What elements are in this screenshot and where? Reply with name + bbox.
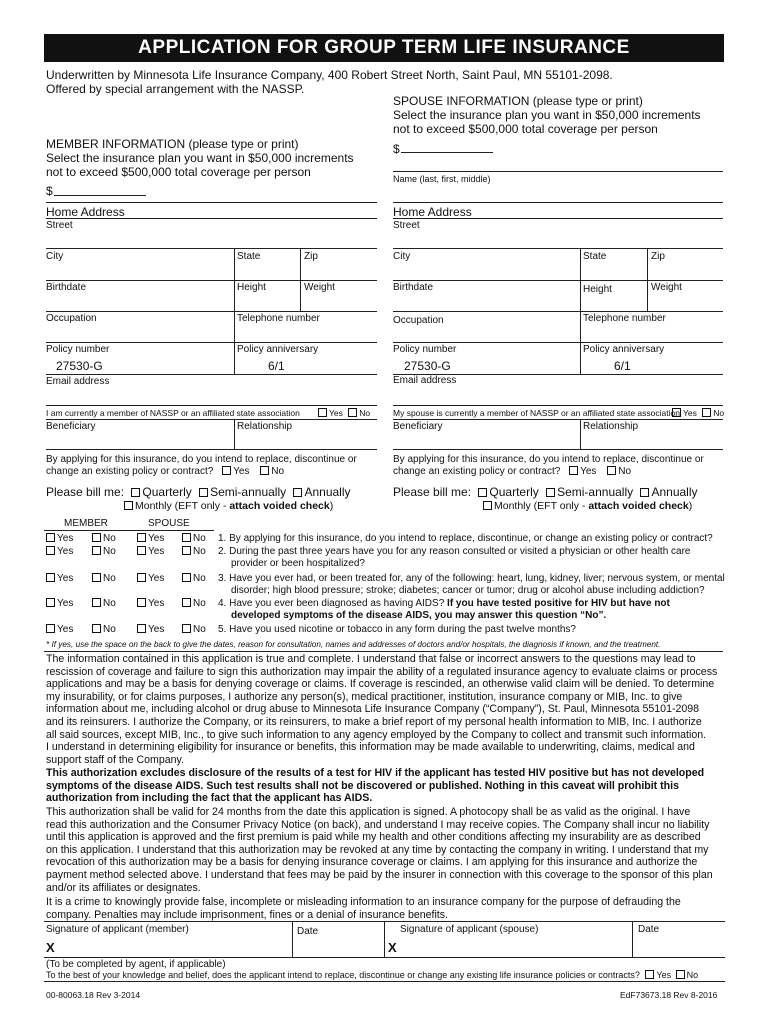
spouse-select-line1: Select the insurance plan you want in $50,000 increments <box>393 108 701 122</box>
member-street-label: Street <box>46 220 73 231</box>
paragraph-line: I understand in determining eligibility for insurance or benefits, this information may be made available to underwriting, claims, medical and <box>46 741 695 754</box>
q1-member-no-label: No <box>103 533 116 544</box>
question-text: 5. Have you used nicotine or tobacco in any form during the past twelve months? <box>218 624 576 635</box>
member-replace-no-checkbox[interactable] <box>260 466 269 475</box>
q1-spouse-yes-label: Yes <box>148 533 165 544</box>
authorization-paragraph <box>46 653 726 766</box>
spouse-policy-number-label: Policy number <box>393 344 457 355</box>
member-signature-field[interactable]: X <box>46 940 55 955</box>
spouse-occupation-label: Occupation <box>393 315 444 326</box>
q2-spouse-no-label: No <box>193 546 206 557</box>
member-amount-field[interactable] <box>54 195 146 196</box>
spouse-please-bill-label: Please bill me: <box>393 485 472 499</box>
member-state-label: State <box>237 251 261 262</box>
member-monthly-label: Monthly (EFT only - <box>135 500 230 512</box>
hiv-disclosure-paragraph <box>46 767 726 805</box>
spouse-annually-label: Annually <box>651 485 698 499</box>
member-attach-voided-label: attach voided check <box>229 500 330 512</box>
spouse-date-label: Date <box>638 924 660 935</box>
agent-yes-label: Yes <box>656 970 672 980</box>
underwriter-text: Underwritten by Minnesota Life Insurance Company, 400 Robert Street North, Saint Paul, MN 55101-2098. <box>46 68 613 82</box>
q5-member-no-checkbox[interactable] <box>92 624 101 633</box>
spouse-heading: SPOUSE INFORMATION (please type or print) <box>393 94 643 108</box>
paragraph-line: on this application. I understand that this authorization may be revoked at any time by contacting the company in writing. I understand that my <box>46 843 709 856</box>
member-semiannually-checkbox[interactable] <box>199 488 208 497</box>
q3-spouse-yes-checkbox[interactable] <box>137 573 146 582</box>
spouse-replace-line1: By applying for this insurance, do you intend to replace, discontinue or <box>393 454 704 465</box>
paragraph-line: and/or its affiliates or designates. <box>46 881 201 894</box>
paragraph-line: applications and may be a basis for denying coverage or claims. If coverage is rescinded, an otherwise valid claim will be denied. To determine <box>46 678 715 691</box>
member-monthly-close: ) <box>329 500 334 512</box>
q2-spouse-no-checkbox[interactable] <box>182 546 191 555</box>
q3-member-yes-label: Yes <box>57 573 74 584</box>
paragraph-line: support staff of the Company. <box>46 753 184 766</box>
spouse-nassp-yes-label: Yes <box>683 408 697 418</box>
q3-spouse-no-checkbox[interactable] <box>182 573 191 582</box>
spouse-street-label: Street <box>393 220 420 231</box>
question-text-bold: If you have tested positive for HIV but have not <box>447 598 670 609</box>
paragraph-line: authorization from including the fact that the applicant has AIDS. <box>46 792 373 805</box>
spouse-nassp-no-label: No <box>713 408 725 418</box>
paragraph-line: and its reinsurers. I authorize the Company, or its reinsurers, to make a brief report of my personal health information to MIB, Inc. I authorize <box>46 715 702 728</box>
member-quarterly-checkbox[interactable] <box>131 488 140 497</box>
q2-member-no-checkbox[interactable] <box>92 546 101 555</box>
spouse-telephone-label: Telephone number <box>583 313 666 324</box>
spouse-date-field[interactable] <box>636 938 722 956</box>
q1-member-no-checkbox[interactable] <box>92 533 101 542</box>
member-replace-line1: By applying for this insurance, do you intend to replace, discontinue or <box>46 454 357 465</box>
q2-member-no-label: No <box>103 546 116 557</box>
q2-spouse-yes-checkbox[interactable] <box>137 546 146 555</box>
spouse-policy-anniversary-label: Policy anniversary <box>583 344 665 355</box>
q5-spouse-no-checkbox[interactable] <box>182 624 191 633</box>
question-text-continued: disorder; high blood pressure; stroke; diabetes; cancer or tumor; drug or alcohol abuse including addiction? <box>231 585 705 596</box>
spouse-weight-label: Weight <box>651 282 682 293</box>
agent-question: To the best of your knowledge and belief, does the applicant intend to replace, discontinue or change any existing life insurance policies or contracts? <box>46 970 640 980</box>
spouse-name-field[interactable] <box>393 171 723 172</box>
q4-member-yes-checkbox[interactable] <box>46 598 55 607</box>
paragraph-line: my insurability, or for claims purposes, I authorize any person(s), medical practitioner, institution, insurance company or MIB, Inc. to give <box>46 690 683 703</box>
col-spouse-header: SPOUSE <box>148 518 190 529</box>
spouse-zip-label: Zip <box>651 251 665 262</box>
question-text-continued: provider or been hospitalized? <box>231 558 365 569</box>
q1-spouse-no-label: No <box>193 533 206 544</box>
spouse-policy-anniversary-value: 6/1 <box>614 359 631 373</box>
member-dollar-sign: $ <box>46 184 53 198</box>
q5-spouse-yes-label: Yes <box>148 624 165 635</box>
spouse-monthly-checkbox[interactable] <box>483 501 492 510</box>
spouse-replace-yes-label: Yes <box>580 466 597 477</box>
member-email-label: Email address <box>46 376 110 387</box>
spouse-relationship-label: Relationship <box>583 421 639 432</box>
member-signature-label: Signature of applicant (member) <box>46 924 189 935</box>
form-title: APPLICATION FOR GROUP TERM LIFE INSURANCE <box>44 34 724 62</box>
member-heading: MEMBER INFORMATION (please type or print) <box>46 137 299 151</box>
offered-text: Offered by special arrangement with the NASSP. <box>46 82 305 96</box>
question-text: 1. By applying for this insurance, do you intend to replace, discontinue, or change an existing policy or contract? <box>218 533 713 544</box>
agent-yes-checkbox[interactable] <box>645 970 654 979</box>
member-select-line1: Select the insurance plan you want in $50,000 increments <box>46 151 354 165</box>
q4-spouse-no-checkbox[interactable] <box>182 598 191 607</box>
spouse-monthly-close: ) <box>688 500 693 512</box>
paragraph-line: payment method selected above. I understand that fees may be paid by the insurer in connection with this coverage to the sponsor of this plan <box>46 868 713 881</box>
member-city-label: City <box>46 251 64 262</box>
q4-spouse-yes-label: Yes <box>148 598 165 609</box>
member-date-field[interactable] <box>296 938 380 956</box>
q5-member-yes-checkbox[interactable] <box>46 624 55 633</box>
agent-no-label: No <box>686 970 699 980</box>
q5-member-no-label: No <box>103 624 116 635</box>
spouse-home-address-label: Home Address <box>393 205 472 219</box>
fraud-warning-paragraph <box>46 896 726 921</box>
spouse-signature-label: Signature of applicant (spouse) <box>400 924 539 935</box>
member-annually-checkbox[interactable] <box>293 488 302 497</box>
member-birthdate-label: Birthdate <box>46 282 87 293</box>
form-number-left: 00-80063.18 Rev 3-2014 <box>46 990 141 1000</box>
spouse-state-label: State <box>583 251 607 262</box>
q2-member-yes-label: Yes <box>57 546 74 557</box>
member-relationship-label: Relationship <box>237 421 293 432</box>
q5-spouse-yes-checkbox[interactable] <box>137 624 146 633</box>
q3-spouse-no-label: No <box>193 573 206 584</box>
spouse-monthly-label: Monthly (EFT only - <box>494 500 589 512</box>
q3-member-yes-checkbox[interactable] <box>46 573 55 582</box>
member-please-bill-label: Please bill me: <box>46 485 125 499</box>
member-date-label: Date <box>297 926 319 937</box>
member-nassp-no-label: No <box>359 408 371 418</box>
spouse-annually-checkbox[interactable] <box>640 488 649 497</box>
question-text: 4. Have you ever been diagnosed as having AIDS? <box>218 598 448 609</box>
paragraph-line: all said sources, except MIB, Inc., to give such information to any agency employed by the Company to collect and transmit such information. <box>46 728 707 741</box>
q2-member-yes-checkbox[interactable] <box>46 546 55 555</box>
spouse-semiannually-checkbox[interactable] <box>546 488 555 497</box>
q1-member-yes-label: Yes <box>57 533 74 544</box>
member-replace-yes-checkbox[interactable] <box>222 466 231 475</box>
question-text-continued: developed symptoms of the disease AIDS, you may answer this question “No”. <box>231 610 607 621</box>
member-semiannually-label: Semi-annually <box>210 485 287 499</box>
paragraph-line: symptoms of the disease AIDS. Such test results shall not be discovered or published. Nothing in this caveat will prohibit this <box>46 779 679 792</box>
spouse-replace-no-label: No <box>618 466 632 477</box>
spouse-replace-no-checkbox[interactable] <box>607 466 616 475</box>
spouse-policy-number-value: 27530-G <box>404 359 451 373</box>
paragraph-line: This authorization shall be valid for 24 months from the date this application is signed. A photocopy shall be as valid as the original. I have <box>46 806 691 818</box>
spouse-semiannually-label: Semi-annually <box>557 485 634 499</box>
member-beneficiary-label: Beneficiary <box>46 421 96 432</box>
q4-member-no-label: No <box>103 598 116 609</box>
member-replace-no-label: No <box>271 466 285 477</box>
spouse-signature-field[interactable]: X <box>388 940 397 955</box>
paragraph-line: company. Penalties may include imprisonment, fines or a denial of insurance benefits. <box>46 908 448 921</box>
member-nassp-yes-label: Yes <box>329 408 343 418</box>
member-policy-number-value: 27530-G <box>56 359 103 373</box>
footnote-text: * If yes, use the space on the back to give the dates, reason for consultation, names and addresses of doctors and/or hospitals, the diagnosis if known, and the treatment. <box>46 640 661 649</box>
member-annually-label: Annually <box>304 485 351 499</box>
spouse-birthdate-label: Birthdate <box>393 282 434 293</box>
spouse-email-label: Email address <box>393 375 457 386</box>
member-quarterly-label: Quarterly <box>142 485 192 499</box>
spouse-name-label: Name (last, first, middle) <box>393 174 491 184</box>
q3-member-no-checkbox[interactable] <box>92 573 101 582</box>
q4-spouse-no-label: No <box>193 598 206 609</box>
spouse-beneficiary-label: Beneficiary <box>393 421 443 432</box>
spouse-dollar-sign: $ <box>393 142 400 156</box>
member-zip-label: Zip <box>304 251 318 262</box>
q5-spouse-no-label: No <box>193 624 206 635</box>
paragraph-line: information about me, including alcohol or drug abuse to Minnesota Life Insurance Company (“Company”), St. Paul, Minnesota 55101-2098 <box>46 703 700 716</box>
q4-member-no-checkbox[interactable] <box>92 598 101 607</box>
q2-spouse-yes-label: Yes <box>148 546 165 557</box>
q1-spouse-no-checkbox[interactable] <box>182 533 191 542</box>
member-policy-anniversary-value: 6/1 <box>268 359 285 373</box>
member-weight-label: Weight <box>304 282 335 293</box>
question-text: 2. During the past three years have you for any reason consulted or visited a physician or other health care <box>218 546 691 557</box>
spouse-select-line2: not to exceed $500,000 total coverage per person <box>393 122 658 136</box>
spouse-height-label: Height <box>583 284 612 295</box>
member-policy-anniversary-label: Policy anniversary <box>237 344 319 355</box>
spouse-replace-line2: change an existing policy or contract? <box>393 466 561 477</box>
paragraph-line: rescission of coverage and failure to sign this authorization may impair the ability of a regulated insurance agency to evaluate claims or process <box>46 665 718 678</box>
paragraph-line: until this application is approved and the first premium is paid while my health and other conditions affecting my insurability are as described <box>46 831 701 844</box>
spouse-amount-field[interactable] <box>401 152 493 153</box>
q3-member-no-label: No <box>103 573 116 584</box>
question-text: 3. Have you ever had, or been treated for, any of the following: heart, lung, kidney, liver; nervous system, or mental <box>218 573 725 584</box>
member-policy-number-label: Policy number <box>46 344 110 355</box>
member-monthly-checkbox[interactable] <box>124 501 133 510</box>
spouse-nassp-yes-checkbox[interactable] <box>672 408 681 417</box>
member-occupation-label: Occupation <box>46 313 97 324</box>
member-nassp-text: I am currently a member of NASSP or an affiliated state association <box>46 408 300 418</box>
form-number-right: EdF73673.18 Rev 8-2016 <box>620 990 718 1000</box>
member-height-label: Height <box>237 282 266 293</box>
spouse-replace-yes-checkbox[interactable] <box>569 466 578 475</box>
member-replace-line2: change an existing policy or contract? <box>46 466 214 477</box>
paragraph-line: It is a crime to knowingly provide false, incomplete or misleading information to an insurance company for the purpose of defrauding the <box>46 896 681 908</box>
agent-label: (To be completed by agent, if applicable) <box>46 959 226 970</box>
paragraph-line: read this authorization and the Consumer Privacy Notice (on back), and understand I may receive copies. The Company shall incur no liability <box>46 818 710 831</box>
validity-paragraph <box>46 806 726 894</box>
member-replace-yes-label: Yes <box>233 466 250 477</box>
member-nassp-yes-checkbox[interactable] <box>318 408 327 417</box>
member-select-line2: not to exceed $500,000 total coverage per person <box>46 165 311 179</box>
spouse-quarterly-checkbox[interactable] <box>478 488 487 497</box>
spouse-quarterly-label: Quarterly <box>489 485 539 499</box>
q1-member-yes-checkbox[interactable] <box>46 533 55 542</box>
spouse-nassp-no-checkbox[interactable] <box>702 408 711 417</box>
q3-spouse-yes-label: Yes <box>148 573 165 584</box>
spouse-nassp-text: My spouse is currently a member of NASSP or an affiliated state association <box>393 408 680 418</box>
paragraph-line: The information contained in this application is true and complete. I understand that false or incorrect answers to the questions may lead to <box>46 653 696 665</box>
q1-spouse-yes-checkbox[interactable] <box>137 533 146 542</box>
q4-spouse-yes-checkbox[interactable] <box>137 598 146 607</box>
agent-no-checkbox[interactable] <box>676 970 685 979</box>
paragraph-line: revocation of this authorization may be a basis for denying insurance coverage or claims. I am applying for this insurance and authorize the <box>46 856 698 869</box>
spouse-city-label: City <box>393 251 411 262</box>
q4-member-yes-label: Yes <box>57 598 74 609</box>
q5-member-yes-label: Yes <box>57 624 74 635</box>
col-member-header: MEMBER <box>64 518 108 529</box>
member-telephone-label: Telephone number <box>237 313 320 324</box>
spouse-attach-voided-label: attach voided check <box>588 500 689 512</box>
member-home-address-label: Home Address <box>46 205 125 219</box>
member-nassp-no-checkbox[interactable] <box>348 408 357 417</box>
paragraph-line: This authorization excludes disclosure of the results of a test for HIV if the applicant has tested HIV positive but has not developed <box>46 767 705 779</box>
